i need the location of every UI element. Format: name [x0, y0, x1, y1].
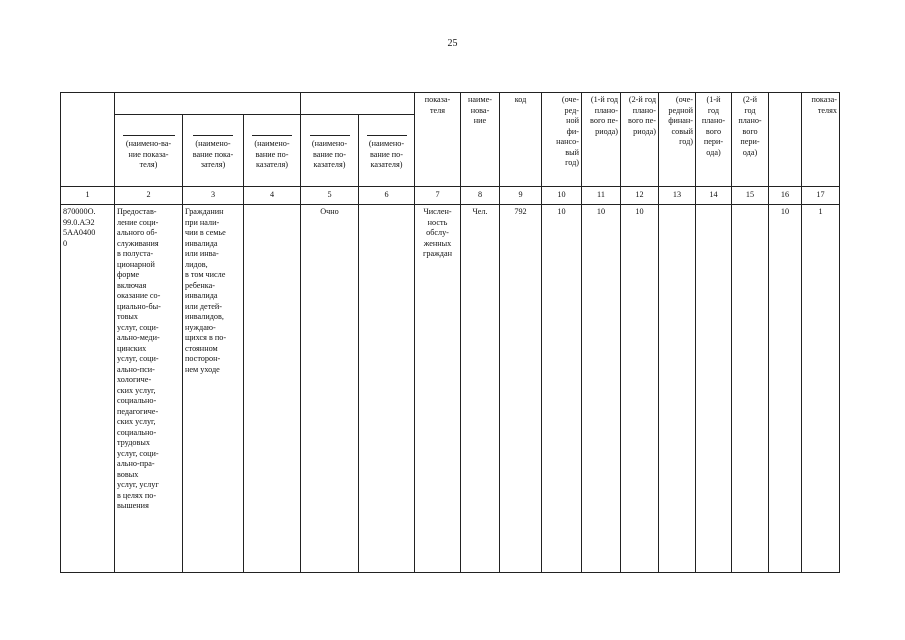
column-number: 8: [461, 187, 500, 205]
service-form-cell: Очно: [301, 205, 359, 573]
column-number: 16: [769, 187, 802, 205]
column-number-row: [61, 187, 840, 205]
header-cell-4-label: (наимено- вание по- казателя): [254, 139, 290, 169]
indicator-cell-6: [359, 205, 415, 573]
header-group-conditions: [301, 93, 415, 115]
header-cell-4: [244, 115, 301, 187]
registry-number-cell: 870000О. 99.0.АЭ2 5АА0400 0: [61, 205, 115, 573]
header-cell-1: [61, 93, 115, 187]
fee-plan-year-2-cell: [732, 205, 769, 573]
header-cell-17: показа- телях: [802, 93, 840, 187]
column-number: 12: [621, 187, 659, 205]
table-row: [61, 205, 840, 573]
header-cell-10: (оче- ред- ной фи- нансо- вый год): [542, 93, 582, 187]
column-number: 9: [500, 187, 542, 205]
deviation-percent-cell: 10: [769, 205, 802, 573]
value-plan-year-1-cell: 10: [582, 205, 621, 573]
column-number: 2: [115, 187, 183, 205]
header-cell-13: (оче- редной финан- совый год): [659, 93, 696, 187]
header-cell-3-label: (наимено- вание пока- зателя): [192, 139, 234, 169]
column-number: 14: [696, 187, 732, 205]
header-cell-5: [301, 115, 359, 187]
header-cell-6-label: (наимено- вание по- казателя): [368, 139, 405, 169]
unit-code-cell: 792: [500, 205, 542, 573]
header-group-content: [115, 93, 301, 115]
header-cell-11: (1-й год плано- вого пе- риода): [582, 93, 621, 187]
column-number: 17: [802, 187, 840, 205]
column-number: 15: [732, 187, 769, 205]
unit-name-cell: Чел.: [461, 205, 500, 573]
fee-current-year-cell: [659, 205, 696, 573]
indicator-name-cell: Числен- ность обслу- женных граждан: [415, 205, 461, 573]
service-content-cell: Предостав- ление соци- ального об- служивания в полуста- ционарной форме включая оказание со- циально-бы- товых услуг, соци- ально-меди- цинских услуг, соци- ально-пси- хологиче- ских услуг, социально- педагогиче- ских услуг, социально- трудовых услуг, соци- ально-пра- вовых услуг, услуг в целях по- вышения: [115, 205, 183, 573]
header-cell-5-label: (наимено- вание по- казателя): [311, 139, 348, 169]
header-cell-9: код: [500, 93, 542, 187]
header-cell-12: (2-й год плано- вого пе- риода): [621, 93, 659, 187]
column-number: 4: [244, 187, 301, 205]
header-cell-6: [359, 115, 415, 187]
column-number: 5: [301, 187, 359, 205]
recipient-category-cell: Гражданин при нали- чии в семье инвалида или инва- лидов, в том числе ребенка- инвалида или детей- инвалидов, нуждаю- щихся в по- стоянном посторон- нем уходе: [183, 205, 244, 573]
header-cell-8: наиме- нова- ние: [461, 93, 500, 187]
column-number: 7: [415, 187, 461, 205]
column-number: 10: [542, 187, 582, 205]
header-cell-14: (1-й год плано- вого пери- ода): [696, 93, 732, 187]
value-current-year-cell: 10: [542, 205, 582, 573]
fee-plan-year-1-cell: [696, 205, 732, 573]
value-plan-year-2-cell: 10: [621, 205, 659, 573]
page-number: 25: [447, 38, 458, 49]
header-cell-3: [183, 115, 244, 187]
header-row-top: [61, 93, 840, 115]
deviation-absolute-cell: 1: [802, 205, 840, 573]
column-number: 11: [582, 187, 621, 205]
indicator-cell-4: [244, 205, 301, 573]
column-number: 6: [359, 187, 415, 205]
header-cell-2-label: (наимено-ва- ние показа- теля): [125, 139, 172, 169]
header-cell-7: показа- теля: [415, 93, 461, 187]
column-number: 13: [659, 187, 696, 205]
header-cell-15: (2-й год плано- вого пери- ода): [732, 93, 769, 187]
header-cell-2: [115, 115, 183, 187]
column-number: 1: [61, 187, 115, 205]
indicator-table: [60, 92, 840, 573]
header-cell-16: [769, 93, 802, 187]
column-number: 3: [183, 187, 244, 205]
